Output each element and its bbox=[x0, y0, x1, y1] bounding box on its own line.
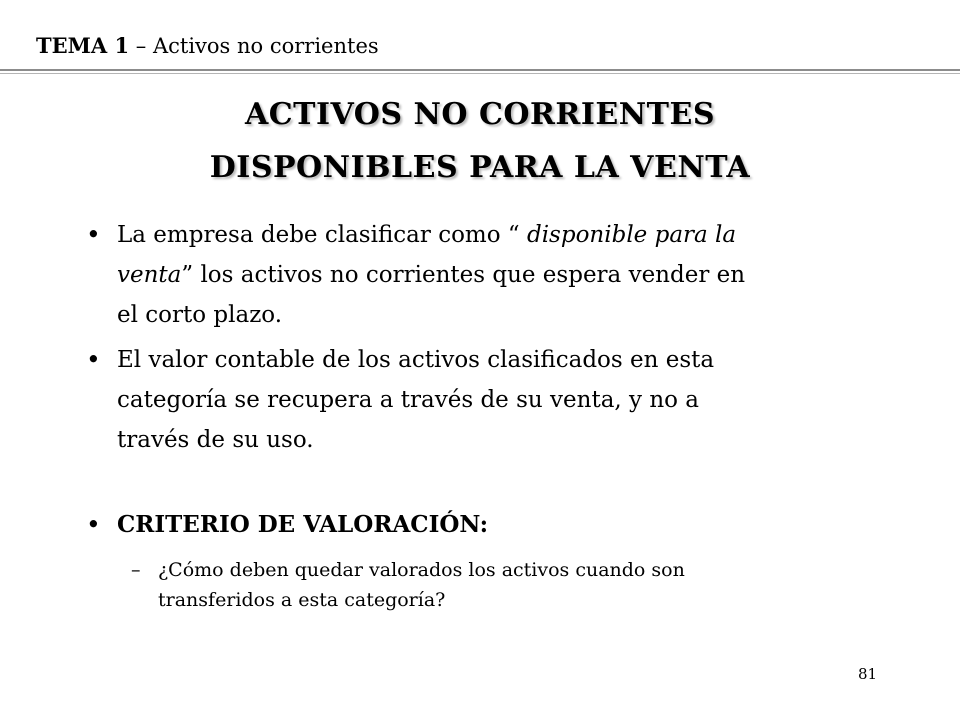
header-separator: – bbox=[129, 34, 153, 58]
bullet-marker-3: • bbox=[86, 510, 101, 539]
bullet-marker-1: • bbox=[86, 220, 101, 249]
slide-title-line-2: DISPONIBLES PARA LA VENTA bbox=[209, 150, 751, 185]
sub-bullet-line-1: ¿Cómo deben quedar valorados los activos cuando son bbox=[158, 559, 685, 581]
bullet-2-line-2: categoría se recupera a través de su venta, y no a bbox=[117, 387, 700, 413]
header-subtitle: Activos no corrientes bbox=[152, 34, 379, 58]
bullet-text-1 bbox=[117, 215, 877, 335]
bullet-1-line-1 bbox=[117, 215, 877, 255]
bullet-text-2 bbox=[117, 340, 877, 460]
header-topic: TEMA 1 bbox=[36, 33, 130, 58]
bullet-3-line-1: CRITERIO DE VALORACIÓN: bbox=[117, 511, 489, 538]
sub-bullet-line-2: transferidos a esta categoría? bbox=[158, 589, 446, 611]
bullet-1-line-1-text: La empresa debe clasificar como “ bbox=[117, 222, 520, 248]
header-divider-top bbox=[0, 69, 960, 71]
bullet-2-line-1: El valor contable de los activos clasificados en esta bbox=[117, 347, 715, 373]
bullet-1-line-2 bbox=[117, 255, 877, 295]
bullet-1-line-2-italic: venta bbox=[117, 262, 182, 288]
slide-title-line-1: ACTIVOS NO CORRIENTES bbox=[244, 97, 716, 132]
bullet-1-line-2-text: ” los activos no corrientes que espera vender en bbox=[181, 262, 746, 288]
bullet-1-line-1-italic: disponible para la bbox=[519, 222, 737, 248]
page-number: 81 bbox=[858, 665, 878, 683]
bullet-text-3 bbox=[117, 505, 877, 545]
bullet-2-line-3: través de su uso. bbox=[117, 427, 314, 453]
slide-header bbox=[36, 32, 379, 60]
sub-bullet-marker: – bbox=[131, 559, 141, 581]
bullet-marker-2: • bbox=[86, 345, 101, 374]
header-divider-bottom bbox=[0, 73, 960, 74]
bullet-1-line-3: el corto plazo. bbox=[117, 302, 283, 328]
sub-bullet-text bbox=[158, 555, 858, 615]
